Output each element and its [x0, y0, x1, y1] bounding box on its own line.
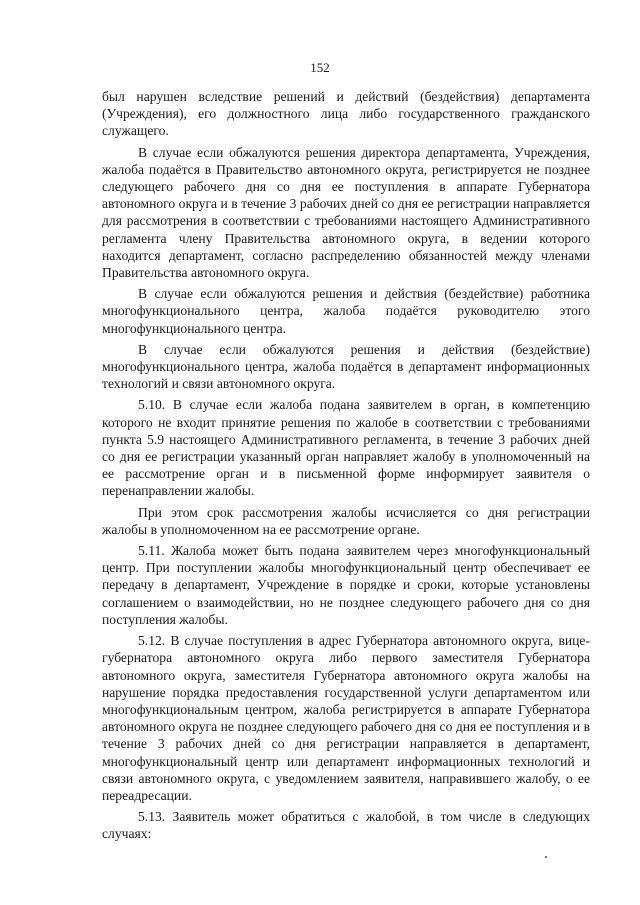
paragraph-review-term: При этом срок рассмотрения жалобы исчисляется со дня регистрации жалобы в уполномоченном на ее рассмотрение органе.	[102, 504, 590, 537]
scan-speck	[545, 856, 547, 858]
page-number: 152	[310, 60, 330, 75]
paragraph-complaint-violation: был нарушен вследствие решений и действий (бездействия) департамента (Учреждения), его должностного лица либо государственного гражданского служащего.	[102, 89, 590, 139]
document-body	[102, 88, 590, 847]
paragraph-director-decisions: В случае если обжалуются решения директора департамента, Учреждения, жалоба подаётся в Правительство автономного округа, регистрируется не позднее следующего рабочего дня со дня ее поступления в аппарате Губернатора автономного округа и в течение 3 рабочих дней со дня ее регистрации направляется для рассмотрения в соответствии с требованиями настоящего Административного регламента члену Правительства автономного округа, в ведении которого находится департамент, согласно распределению обязанностей между членами Правительства автономного округа.	[102, 144, 590, 281]
paragraph-5-11: 5.11. Жалоба может быть подана заявителем через многофункциональный центр. При поступлении жалобы многофункциональный центр обеспечивает ее передачу в департамент, Учреждение в порядке и сроки, которые установлены соглашением о взаимодействии, но не позднее следующего рабочего дня со дня поступления жалобы.	[102, 543, 590, 627]
paragraph-5-10: 5.10. В случае если жалоба подана заявителем в орган, в компетенцию которого не входит принятие решения по жалобе в соответствии с требованиями пункта 5.9 настоящего Административного регламента, в течение 3 рабочих дней со дня ее регистрации указанный орган направляет жалобу в уполномоченный на ее рассмотрение орган и в письменной форме информирует заявителя о перенаправлении жалобы.	[102, 397, 590, 499]
paragraph-5-12: 5.12. В случае поступления в адрес Губернатора автономного округа, вице-губернатора автономного округа либо первого заместителя Губернатора автономного округа, заместителя Губернатора автономного округа жалобы на нарушение порядка предоставления государственной услуги департаментом или многофункциональным центром, жалоба регистрируется в аппарате Губернатора автономного округа не позднее следующего рабочего дня со дня ее поступления и в течение 3 рабочих дней со дня регистрации направляется в департамент, многофункциональный центр или департамент информационных технологий и связи автономного округа, с уведомлением заявителя, направившего жалобу, о ее переадресации.	[102, 633, 590, 803]
paragraph-mfc-employee: В случае если обжалуются решения и действия (бездействие) работника многофункционального центра, жалоба подаётся руководителю этого многофункционального центра.	[102, 286, 590, 336]
paragraph-5-13: 5.13. Заявитель может обратиться с жалобой, в том числе в следующих случаях:	[102, 809, 590, 842]
paragraph-mfc-decisions: В случае если обжалуются решения и действия (бездействие) многофункционального центра, жалоба подаётся в департамент информационных технологий и связи автономного округа.	[102, 341, 590, 392]
